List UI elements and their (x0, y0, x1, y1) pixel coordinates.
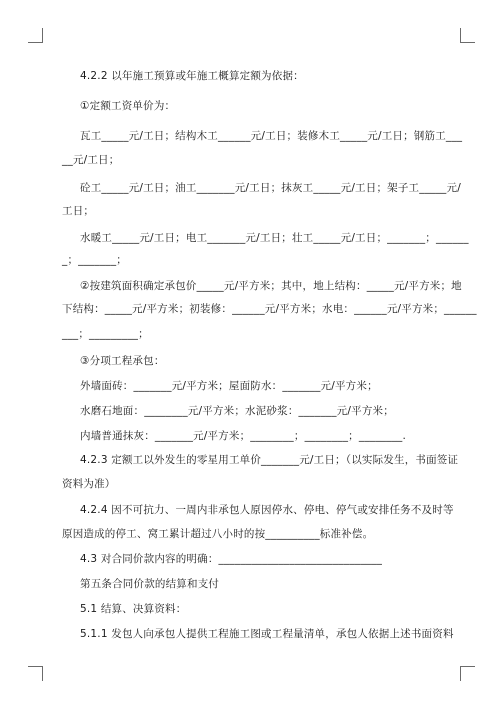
clause-5-1: 5.1 结算、决算资料： (80, 603, 187, 615)
crop-mark-bottom-right (460, 666, 475, 681)
text-line: 下结构：_____元/平方米；初装修：______元/平方米；水电：______元/平方米；______ (62, 303, 477, 315)
crop-mark-bottom-left (28, 666, 43, 681)
clause-4-2-4: 4.2.4 因不可抗力、一周内非承包人原因停水、停电、停气或安排任务不及时等 (80, 504, 454, 516)
crop-mark-top-right (460, 28, 475, 43)
text-line: 内墙普通抹灰：_______元/平方米；________；________；________. (80, 430, 407, 442)
text-line: 原因造成的停工、窝工累计超过八小时的按__________标准补偿。 (62, 528, 374, 540)
clause-4-2-2: 4.2.2 以年施工预算或年施工概算定额为依据： (80, 70, 304, 82)
text-line: _；_______； (62, 254, 127, 266)
text-line: 资料为准） (62, 478, 116, 490)
text-line: ___；_________； (62, 328, 149, 340)
item-1-heading: ①定额工资单价为： (80, 100, 176, 112)
text-line: __元/工日； (62, 154, 120, 166)
item-2-line: ②按建筑面积确定承包价_____元/平方米；其中，地上结构：_____元/平方米；地 (80, 280, 462, 292)
text-line: 瓦工_____元/工日；结构木工______元/工日；装修木工_____元/工日；钢筋工___ (80, 130, 463, 142)
text-line: 水暖工_____元/工日；电工_______元/工日；壮工_____元/工日；_______；______ (80, 232, 469, 244)
section-heading: 第五条合同价款的结算和支付 (80, 578, 220, 590)
clause-5-1-1: 5.1.1 发包人向承包人提供工程施工图或工程量清单，承包人依据上述书面资料 (80, 628, 454, 640)
text-line: 工日； (62, 205, 95, 217)
clause-4-2-3: 4.2.3 定额工以外发生的零星用工单价_______元/工日；（以实际发生，书面签证 (80, 454, 459, 466)
crop-mark-top-left (28, 28, 43, 43)
text-line: 外墙面砖：_______元/平方米；屋面防水：_______元/平方米； (80, 380, 378, 392)
clause-4-3: 4.3 对合同价款内容的明确：______________________________ (80, 553, 383, 565)
text-line: 水磨石地面：________元/平方米；水泥砂浆：_______元/平方米； (80, 405, 394, 417)
text-line: 砼工_____元/工日；油工_______元/工日；抹灰工_____元/工日；架子工_____元/ (80, 182, 461, 194)
item-3-heading: ③分项工程承包： (80, 355, 165, 367)
